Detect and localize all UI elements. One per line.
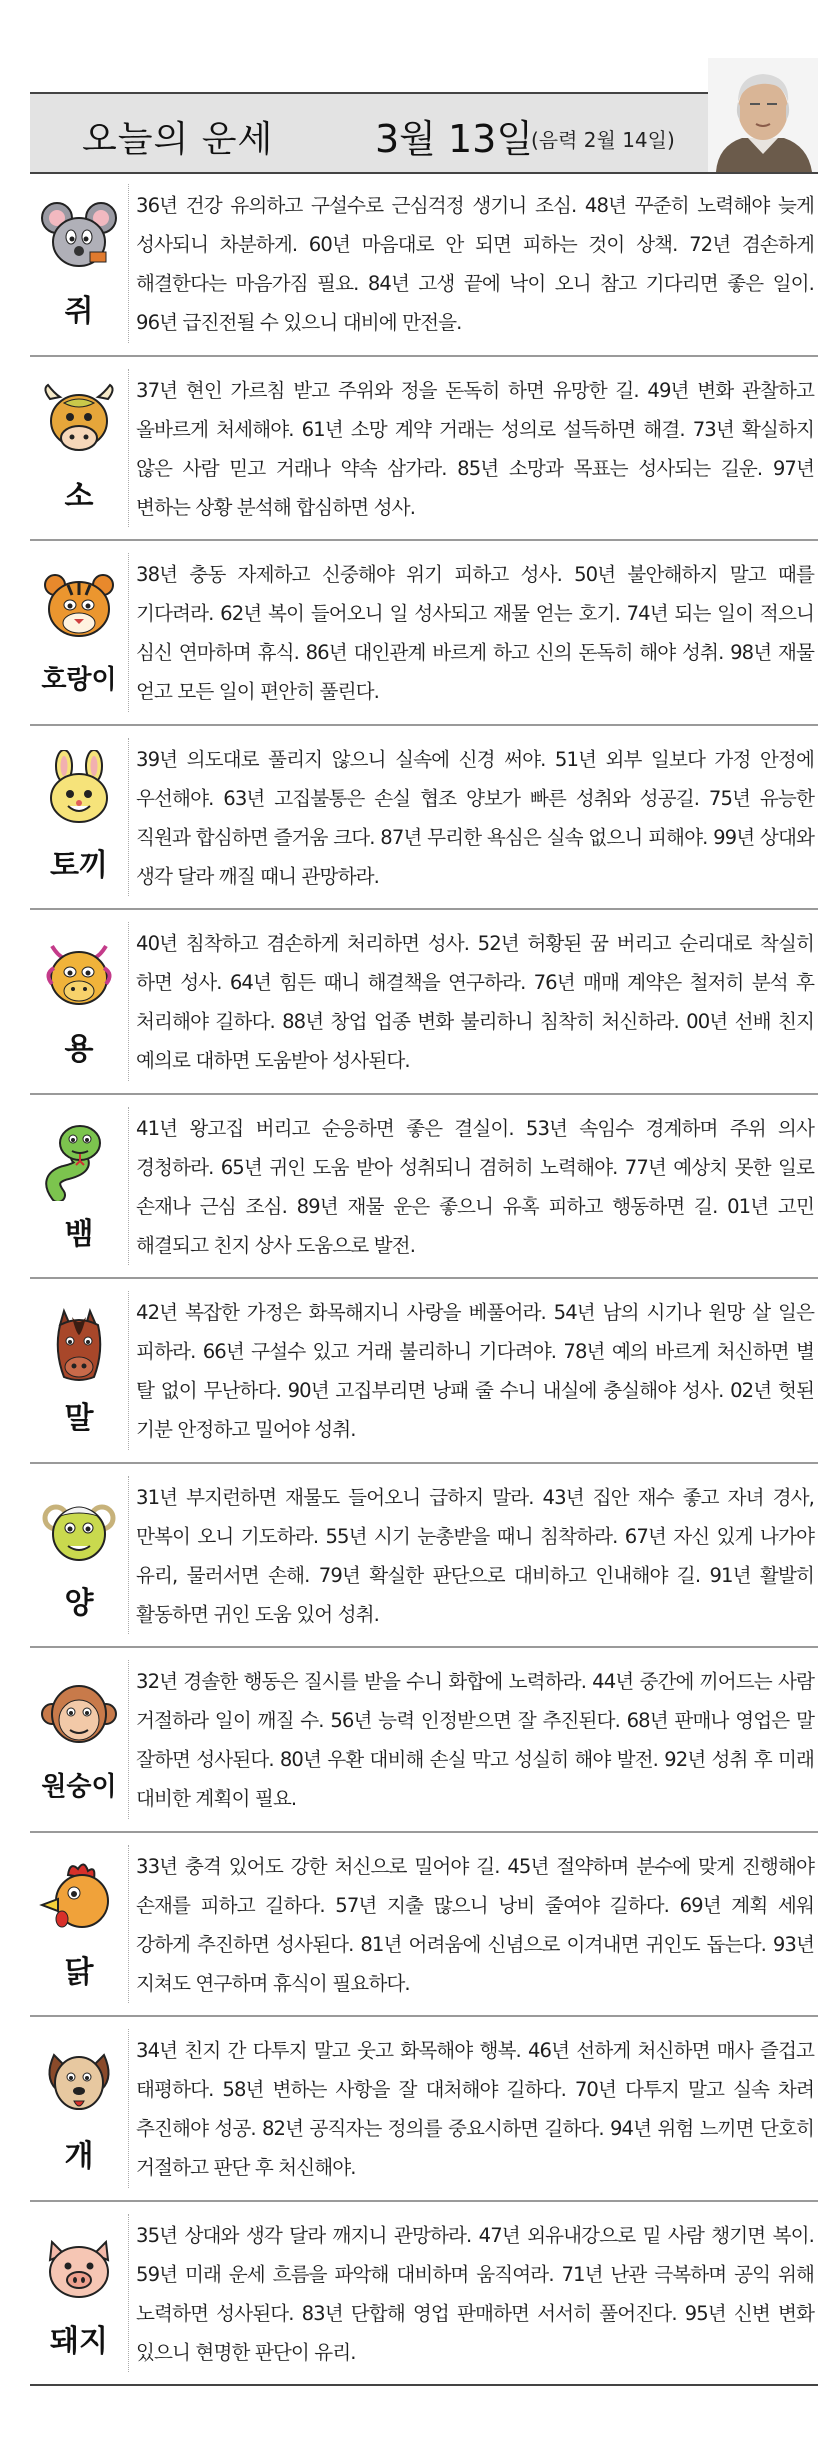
- fortune-text: 37년 현인 가르침 받고 주위와 정을 돈독히 하면 유망한 길. 49년 변화 관찰하고 올바르게 처세해야. 61년 소망 계약 거래는 성의로 설득하면 해결. 73년 확실하지 않은 사람 믿고 거래나 약속 삼가라. 85년 소망과 목표는 성사되는 길운. 97년 변하는 상황 분석해 합심하면 성사.: [136, 378, 814, 519]
- zodiac-row-horse: [30, 1279, 818, 1464]
- fortune-text: 31년 부지런하면 재물도 들어오니 급하지 말라. 43년 집안 재수 좋고 자녀 경사, 만복이 오니 기도하라. 55년 시기 눈총받을 때니 침착하라. 67년 자신 있게 나가야 유리, 물러서면 손해. 79년 확실한 판단으로 대비하고 인내해야 길. 91년 활발히 활동하면 귀인 도움 있어 성취.: [136, 1485, 814, 1626]
- fortune-text: 38년 충동 자제하고 신중해야 위기 피하고 성사. 50년 불안해하지 말고 때를 기다려라. 62년 복이 들어오니 일 성사되고 재물 얻는 호기. 74년 되는 일이 적으니 심신 연마하며 휴식. 86년 대인관계 바르게 하고 신의 돈독히 해야 성취. 98년 재물 얻고 모든 일이 편안히 풀린다.: [136, 563, 814, 703]
- animal-name: 호랑이: [41, 665, 117, 695]
- fortune-list: [30, 172, 818, 2386]
- zodiac-row-tiger: [30, 541, 818, 726]
- rabbit-icon: [38, 750, 120, 832]
- fortune-text: 40년 침착하고 겸손하게 처리하면 성사. 52년 허황된 꿈 버리고 순리대로 착실히 하면 성사. 64년 힘든 때니 해결책을 연구하라. 76년 매매 계약은 철저히 분석 후 처리해야 길하다. 88년 창업 업종 변화 불리하니 침착히 처신하라. 00년 선배 친지 예의로 대하면 도움받아 성사된다.: [136, 932, 814, 1072]
- animal-name: 원숭이: [41, 1772, 117, 1802]
- animal-name: 쥐: [64, 294, 94, 329]
- rat-icon: [38, 196, 120, 278]
- zodiac-row-pig: [30, 2202, 818, 2387]
- rooster-icon: [38, 1857, 120, 1939]
- dragon-icon: [38, 934, 120, 1016]
- page-title: 오늘의 운세: [82, 119, 274, 160]
- ox-icon: [38, 381, 120, 463]
- zodiac-row-sheep: [30, 1464, 818, 1649]
- fortune-text: 36년 건강 유의하고 구설수로 근심걱정 생기니 조심. 48년 꾸준히 노력해야 늦게 성사되니 차분하게. 60년 마음대로 안 되면 피하는 것이 상책. 72년 겸손하게 해결한다는 마음가짐 필요. 84년 고생 끝에 낙이 오니 참고 기다리면 좋은 일이. 96년 급진전될 수 있으니 대비에 만전을.: [136, 194, 814, 334]
- monkey-icon: [38, 1672, 120, 1754]
- animal-name: 돼지: [50, 2323, 108, 2359]
- lunar-date: (음력 2월 14일): [531, 128, 675, 152]
- zodiac-row-snake: [30, 1095, 818, 1280]
- zodiac-row-dragon: [30, 910, 818, 1095]
- zodiac-row-monkey: [30, 1648, 818, 1833]
- snake-icon: [38, 1119, 120, 1201]
- pig-icon: [38, 2226, 120, 2308]
- zodiac-row-rabbit: [30, 726, 818, 911]
- header-bar: [30, 92, 818, 174]
- animal-name: 뱀: [64, 1216, 94, 1252]
- fortune-text: 35년 상대와 생각 달라 깨지니 관망하라. 47년 외유내강으로 밑 사람 챙기면 복이. 59년 미래 운세 흐름을 파악해 대비하며 움직여라. 71년 난관 극복하며 공익 위해 노력하면 성사된다. 83년 단합해 영업 판매하면 서서히 풀어진다. 95년 신변 변화 있으니 현명한 판단이 유리.: [136, 2223, 814, 2364]
- animal-name: 닭: [64, 1954, 94, 1990]
- zodiac-row-dog: [30, 2017, 818, 2202]
- fortune-text: 32년 경솔한 행동은 질시를 받을 수니 화합에 노력하라. 44년 중간에 끼어드는 사람 거절하라 일이 깨질 수. 56년 능력 인정받으면 잘 추진된다. 68년 판매나 영업은 말 잘하면 성사된다. 80년 우환 대비해 손실 막고 성실히 해야 발전. 92년 성취 후 미래 대비한 계획이 필요.: [136, 1670, 814, 1810]
- zodiac-row-rooster: [30, 1833, 818, 2018]
- horse-icon: [38, 1303, 120, 1385]
- animal-name: 양: [64, 1585, 94, 1621]
- animal-name: 소: [64, 478, 94, 514]
- fortune-text: 42년 복잡한 가정은 화목해지니 사랑을 베풀어라. 54년 남의 시기나 원망 살 일은 피하라. 66년 구설수 있고 거래 불리하니 기다려야. 78년 예의 바르게 처신하면 별 탈 없이 무난하다. 90년 고집부리면 낭패 줄 수니 내실에 충실해야 성사. 02년 헛된 기분 안정하고 밀어야 성취.: [136, 1301, 814, 1441]
- fortune-text: 41년 왕고집 버리고 순응하면 좋은 결실이. 53년 속임수 경계하며 주위 의사 경청하라. 65년 귀인 도움 받아 성취되니 겸허히 노력해야. 77년 예상치 못한 일로 손재나 근심 조심. 89년 재물 운은 좋으니 유혹 피하고 행동하면 길. 01년 고민 해결되고 친지 상사 도움으로 발전.: [136, 1116, 814, 1257]
- fortune-text: 34년 친지 간 다투지 말고 웃고 화목해야 행복. 46년 선하게 처신하면 매사 즐겁고 태평하다. 58년 변하는 사항을 잘 대처해야 길하다. 70년 다투지 말고 실속 차려 추진해야 성공. 82년 공직자는 정의를 중요시하면 길하다. 94년 위험 느끼면 단호히 거절하고 판단 후 처신해야.: [136, 2039, 814, 2179]
- dog-icon: [38, 2041, 120, 2123]
- columnist-portrait: [708, 58, 818, 174]
- zodiac-row-ox: [30, 357, 818, 542]
- fortune-text: 33년 충격 있어도 강한 처신으로 밀어야 길. 45년 절약하며 분수에 맞게 진행해야 손재를 피하고 길하다. 57년 지출 많으니 낭비 줄여야 길하다. 69년 계획 세워 강하게 추진하면 성사된다. 81년 어려움에 신념으로 이겨내면 귀인도 돕는다. 93년 지쳐도 연구하며 휴식이 필요하다.: [136, 1854, 814, 1995]
- tiger-icon: [38, 565, 120, 647]
- fortune-text: 39년 의도대로 풀리지 않으니 실속에 신경 써야. 51년 외부 일보다 가정 안정에 우선해야. 63년 고집불통은 손실 협조 양보가 빠른 성취와 성공길. 75년 유능한 직원과 합심하면 즐거움 크다. 87년 무리한 욕심은 실속 없으니 피해야. 99년 상대와 생각 달라 깨질 때니 관망하라.: [136, 747, 814, 888]
- solar-date: 3월 13일: [375, 117, 534, 161]
- animal-name: 말: [64, 1401, 94, 1436]
- animal-name: 용: [64, 1032, 94, 1067]
- sheep-icon: [38, 1488, 120, 1570]
- zodiac-row-rat: [30, 172, 818, 357]
- animal-name: 토끼: [50, 847, 108, 883]
- animal-name: 개: [64, 2139, 94, 2174]
